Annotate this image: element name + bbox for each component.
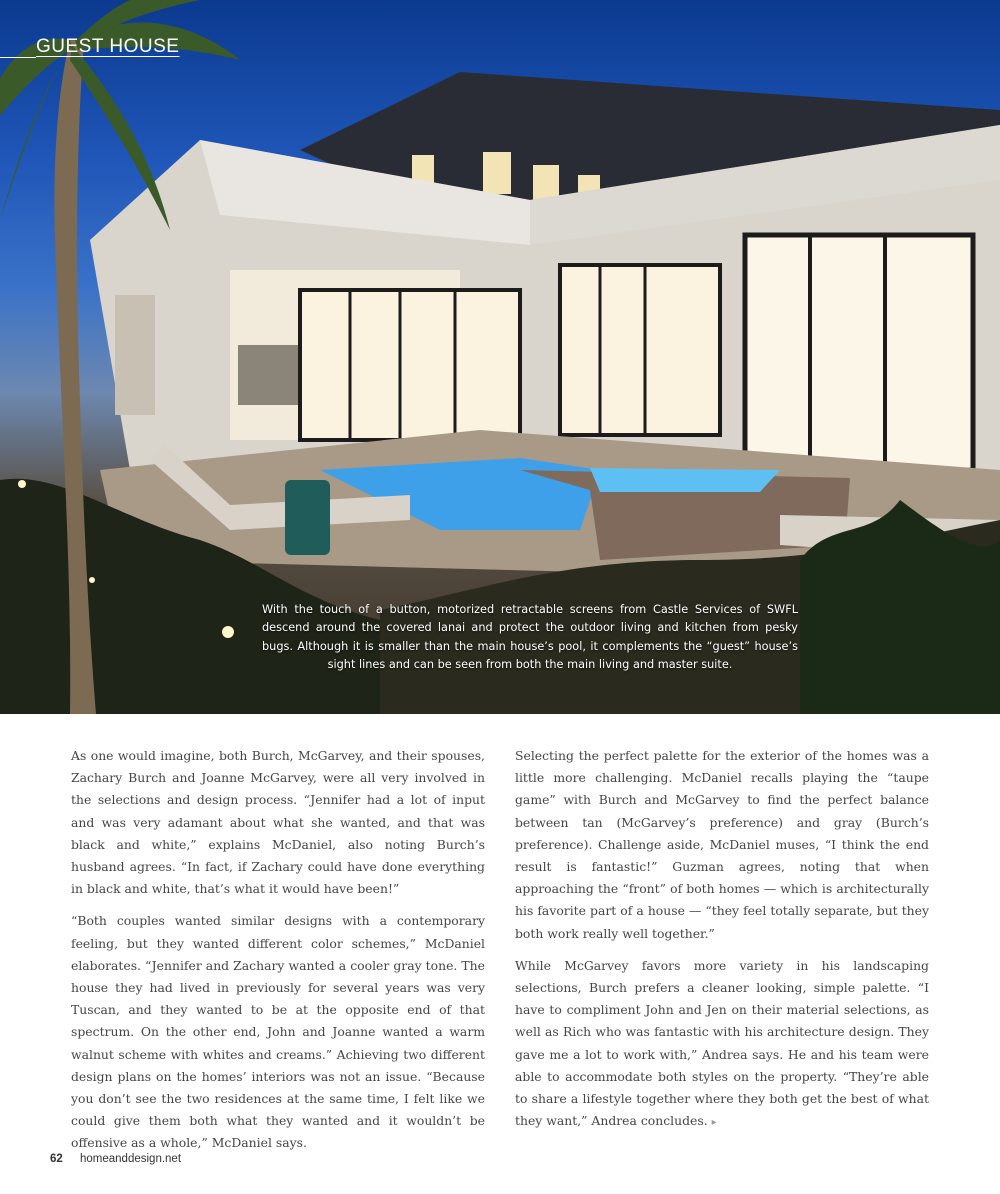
glass-wall — [745, 235, 973, 470]
spa — [590, 468, 780, 492]
side-wall — [115, 295, 155, 415]
photo-caption: With the touch of a button, motorized retractable screens from Castle Services of SWFL descend around the covered lanai and protect the outdoor living and kitchen from pesky bugs. Although it is smaller than the main house’s pool, it complements the “guest” house’s sight lines and can be seen from both the main living and master suite. — [262, 603, 798, 672]
paragraph-last — [515, 955, 929, 1135]
end-mark-icon: ▸ — [711, 1117, 717, 1129]
garden-light — [222, 626, 234, 638]
section-rule — [0, 57, 36, 58]
glass-wall — [560, 265, 720, 435]
left-column — [71, 745, 485, 1165]
upper-window — [483, 152, 511, 194]
garden-light — [89, 577, 95, 583]
side-table — [285, 480, 330, 555]
outdoor-kitchen — [238, 345, 298, 405]
paragraph: As one would imagine, both Burch, McGarvey, and their spouses, Zachary Burch and Joanne McGarvey, were all very involved in the selections and design process. “Jennifer had a lot of input and was very adamant about what she wanted, and that was black and white,” explains McDaniel, also noting Burch’s husband agrees. “In fact, if Zachary could have done everything in black and white, that’s what it would have been!” — [71, 748, 485, 897]
paragraph: Selecting the perfect palette for the exterior of the homes was a little more challenging. McDaniel recalls playing the “taupe game” with Burch and McGarvey to find the perfect balance between tan (McGarvey’s preference) and gray (Burch’s preference). Challenge aside, McDaniel muses, “I think the end result is fantastic!” Guzman agrees, noting that when approaching the “front” of both homes — which is architecturally his favorite part of a house — “they feel totally separate, but they both work really well together.” — [515, 748, 929, 941]
website-link[interactable]: homeanddesign.net — [80, 1153, 182, 1165]
page-number: 62 — [50, 1153, 63, 1165]
garden-light — [18, 480, 26, 488]
section-label: GUEST HOUSE — [36, 36, 180, 57]
upper-window — [533, 165, 559, 201]
right-column — [515, 745, 929, 1144]
glass-wall — [300, 290, 520, 440]
page-footer — [50, 1153, 181, 1165]
paragraph: “Both couples wanted similar designs with a contemporary feeling, but they wanted different color schemes,” McDaniel elaborates. “Jennifer and Zachary wanted a cooler gray tone. The house they had lived in previously for several years was very Tuscan, and they wanted to be at the opposite end of that spectrum. On the other end, John and Joanne wanted a warm walnut scheme with whites and creams.” Achieving two different design plans on the homes’ interiors was not an issue. “Because you don’t see the two residences at the same time, I felt like we could give them both what they wanted and it wouldn’t be offensive as a whole,” McDaniel says. — [71, 913, 485, 1151]
paragraph-text: While McGarvey favors more variety in his landscaping selections, Burch prefers a cleaner looking, simple palette. “I have to compliment John and Jen on their material selections, as well as Rich who was fantastic with his architecture design. They gave me a lot to work with,” Andrea says. He and his team were able to accommodate both styles on the property. “They’re able to share a lifestyle together where they both get the best of what they want,” Andrea concludes. — [515, 957, 929, 1129]
